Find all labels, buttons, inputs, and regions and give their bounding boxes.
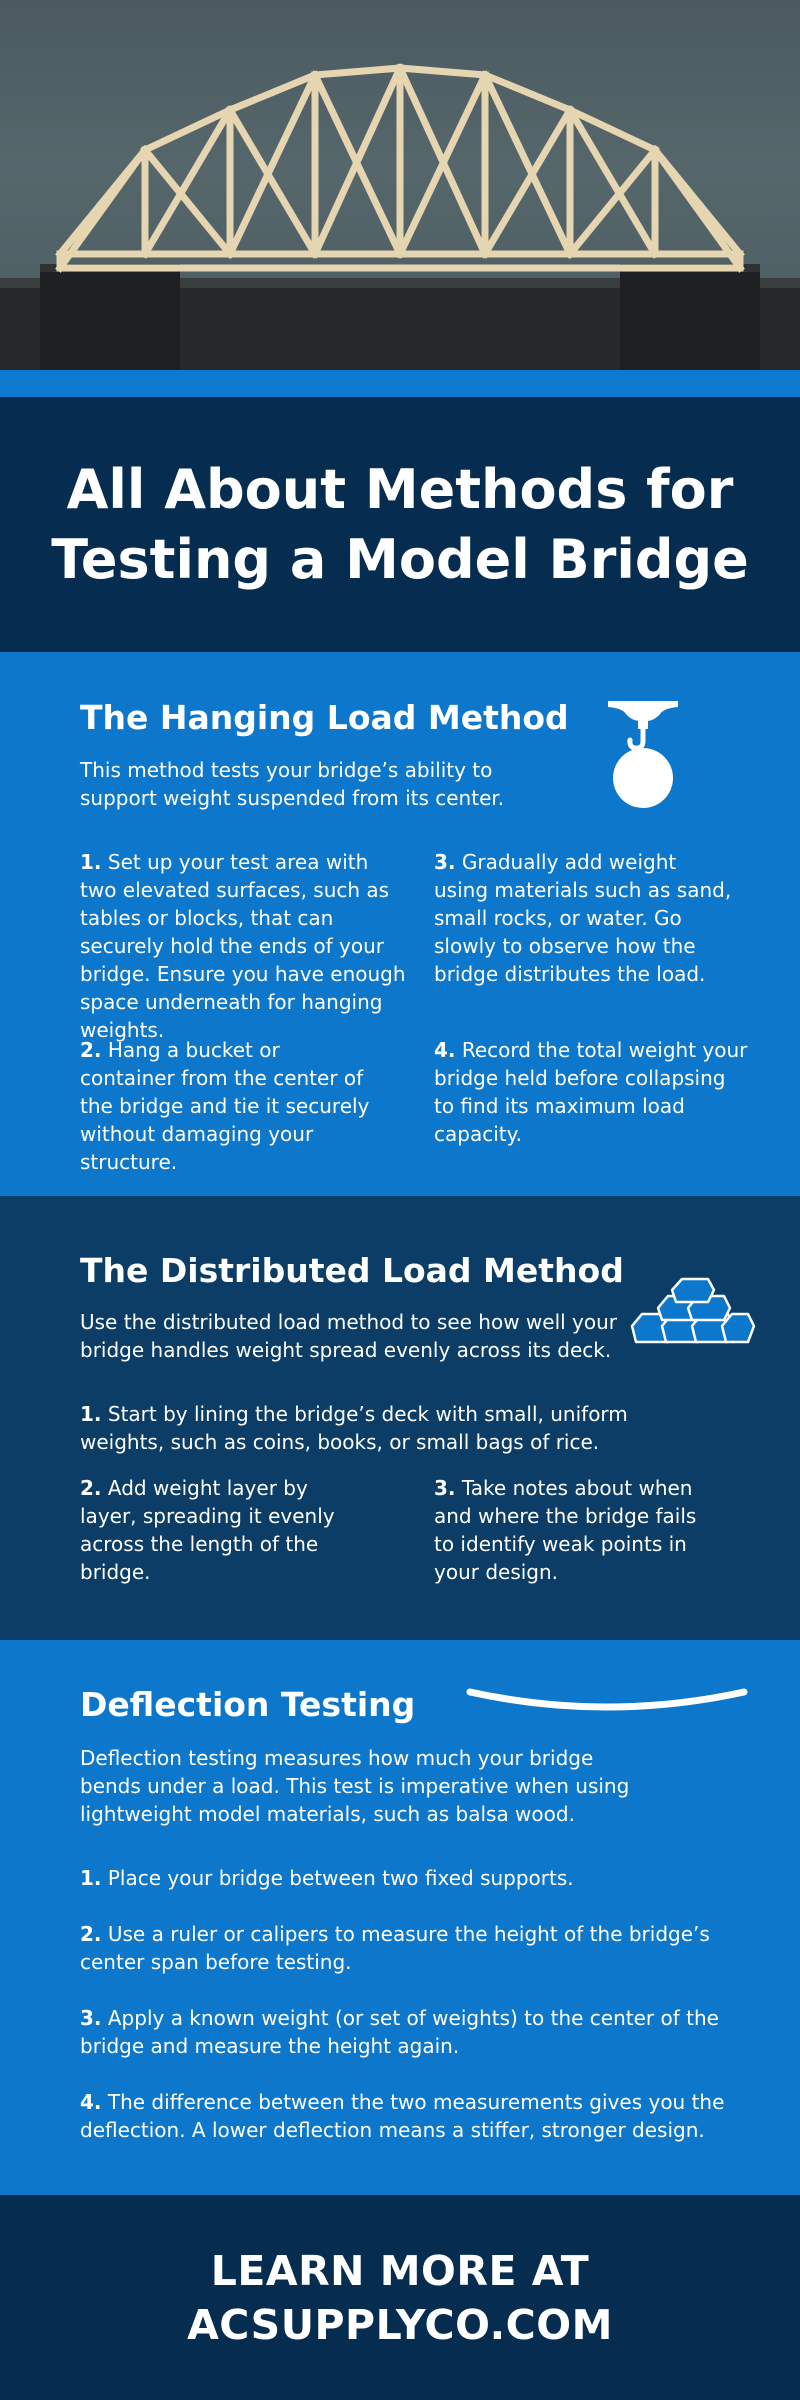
truss-member bbox=[60, 150, 145, 254]
deflection-step-3: 3. Apply a known weight (or set of weights) to the center of the bridge and measure the height again. bbox=[80, 2006, 719, 2058]
distributed-heading: The Distributed Load Method bbox=[80, 1251, 624, 1290]
truss-member bbox=[655, 150, 740, 254]
support-block-right bbox=[620, 270, 760, 370]
footer-link-url[interactable]: ACSUPPLYCO.COM bbox=[187, 2300, 613, 2349]
hero-bridge-photo bbox=[0, 0, 800, 370]
page-title: All About Methods for Testing a Model Bridge bbox=[51, 457, 749, 591]
hanging-step-3: 3. Gradually add weight using materials such as sand, small rocks, or water. Go slowly to observe how the bridge distributes the load. bbox=[434, 850, 732, 986]
truss-structure bbox=[60, 68, 740, 268]
deflection-step-2: 2. Use a ruler or calipers to measure the height of the bridge’s center span before testing. bbox=[80, 1922, 710, 1974]
title-band bbox=[0, 397, 800, 652]
deflection-step-1: 1. Place your bridge between two fixed supports. bbox=[80, 1866, 574, 1890]
hanging-intro: This method tests your bridge’s ability to support weight suspended from its center. bbox=[80, 758, 505, 810]
footer-cta bbox=[0, 2195, 800, 2400]
distributed-step-3: 3. Take notes about when and where the bridge fails to identify weak points in your design. bbox=[434, 1476, 697, 1584]
curved-beam-icon bbox=[462, 1682, 752, 1732]
deflection-intro: Deflection testing measures how much your bridge bends under a load. This test is imperative when using lightweight model materials, such as balsa wood. bbox=[80, 1746, 630, 1826]
truss-member bbox=[400, 68, 485, 75]
stacked-bars-icon bbox=[628, 1276, 758, 1348]
footer-line-1: LEARN MORE AT bbox=[210, 2246, 590, 2295]
accent-strip bbox=[0, 370, 800, 397]
deflection-step-4: 4. The difference between the two measurements gives you the deflection. A lower deflection means a stiffer, stronger design. bbox=[80, 2090, 725, 2142]
distributed-step-2: 2. Add weight layer by layer, spreading it evenly across the length of the bridge. bbox=[80, 1476, 335, 1584]
hanging-weight-icon bbox=[604, 697, 682, 809]
truss-member bbox=[315, 68, 400, 75]
hanging-heading: The Hanging Load Method bbox=[80, 698, 569, 737]
hanging-step-2: 2. Hang a bucket or container from the center of the bridge and tie it securely without damaging your structure. bbox=[80, 1038, 370, 1174]
deflection-section bbox=[0, 1640, 800, 2195]
truss-bridge-illustration bbox=[0, 0, 800, 370]
hanging-step-1: 1. Set up your test area with two elevated surfaces, such as tables or blocks, that can securely hold the ends of your bridge. Ensure you have enough space underneath for hanging weights. bbox=[80, 850, 406, 1042]
footer-text bbox=[187, 2244, 613, 2352]
support-block-left bbox=[40, 270, 180, 370]
hanging-load-section bbox=[0, 652, 800, 1196]
deflection-heading: Deflection Testing bbox=[80, 1685, 416, 1724]
distributed-intro: Use the distributed load method to see how well your bridge handles weight spread evenly across its deck. bbox=[80, 1310, 618, 1362]
distributed-step-1: 1. Start by lining the bridge’s deck with small, uniform weights, such as coins, books, or small bags of rice. bbox=[80, 1402, 628, 1454]
hanging-step-4: 4. Record the total weight your bridge held before collapsing to find its maximum load capacity. bbox=[434, 1038, 748, 1146]
distributed-load-section bbox=[0, 1196, 800, 1640]
